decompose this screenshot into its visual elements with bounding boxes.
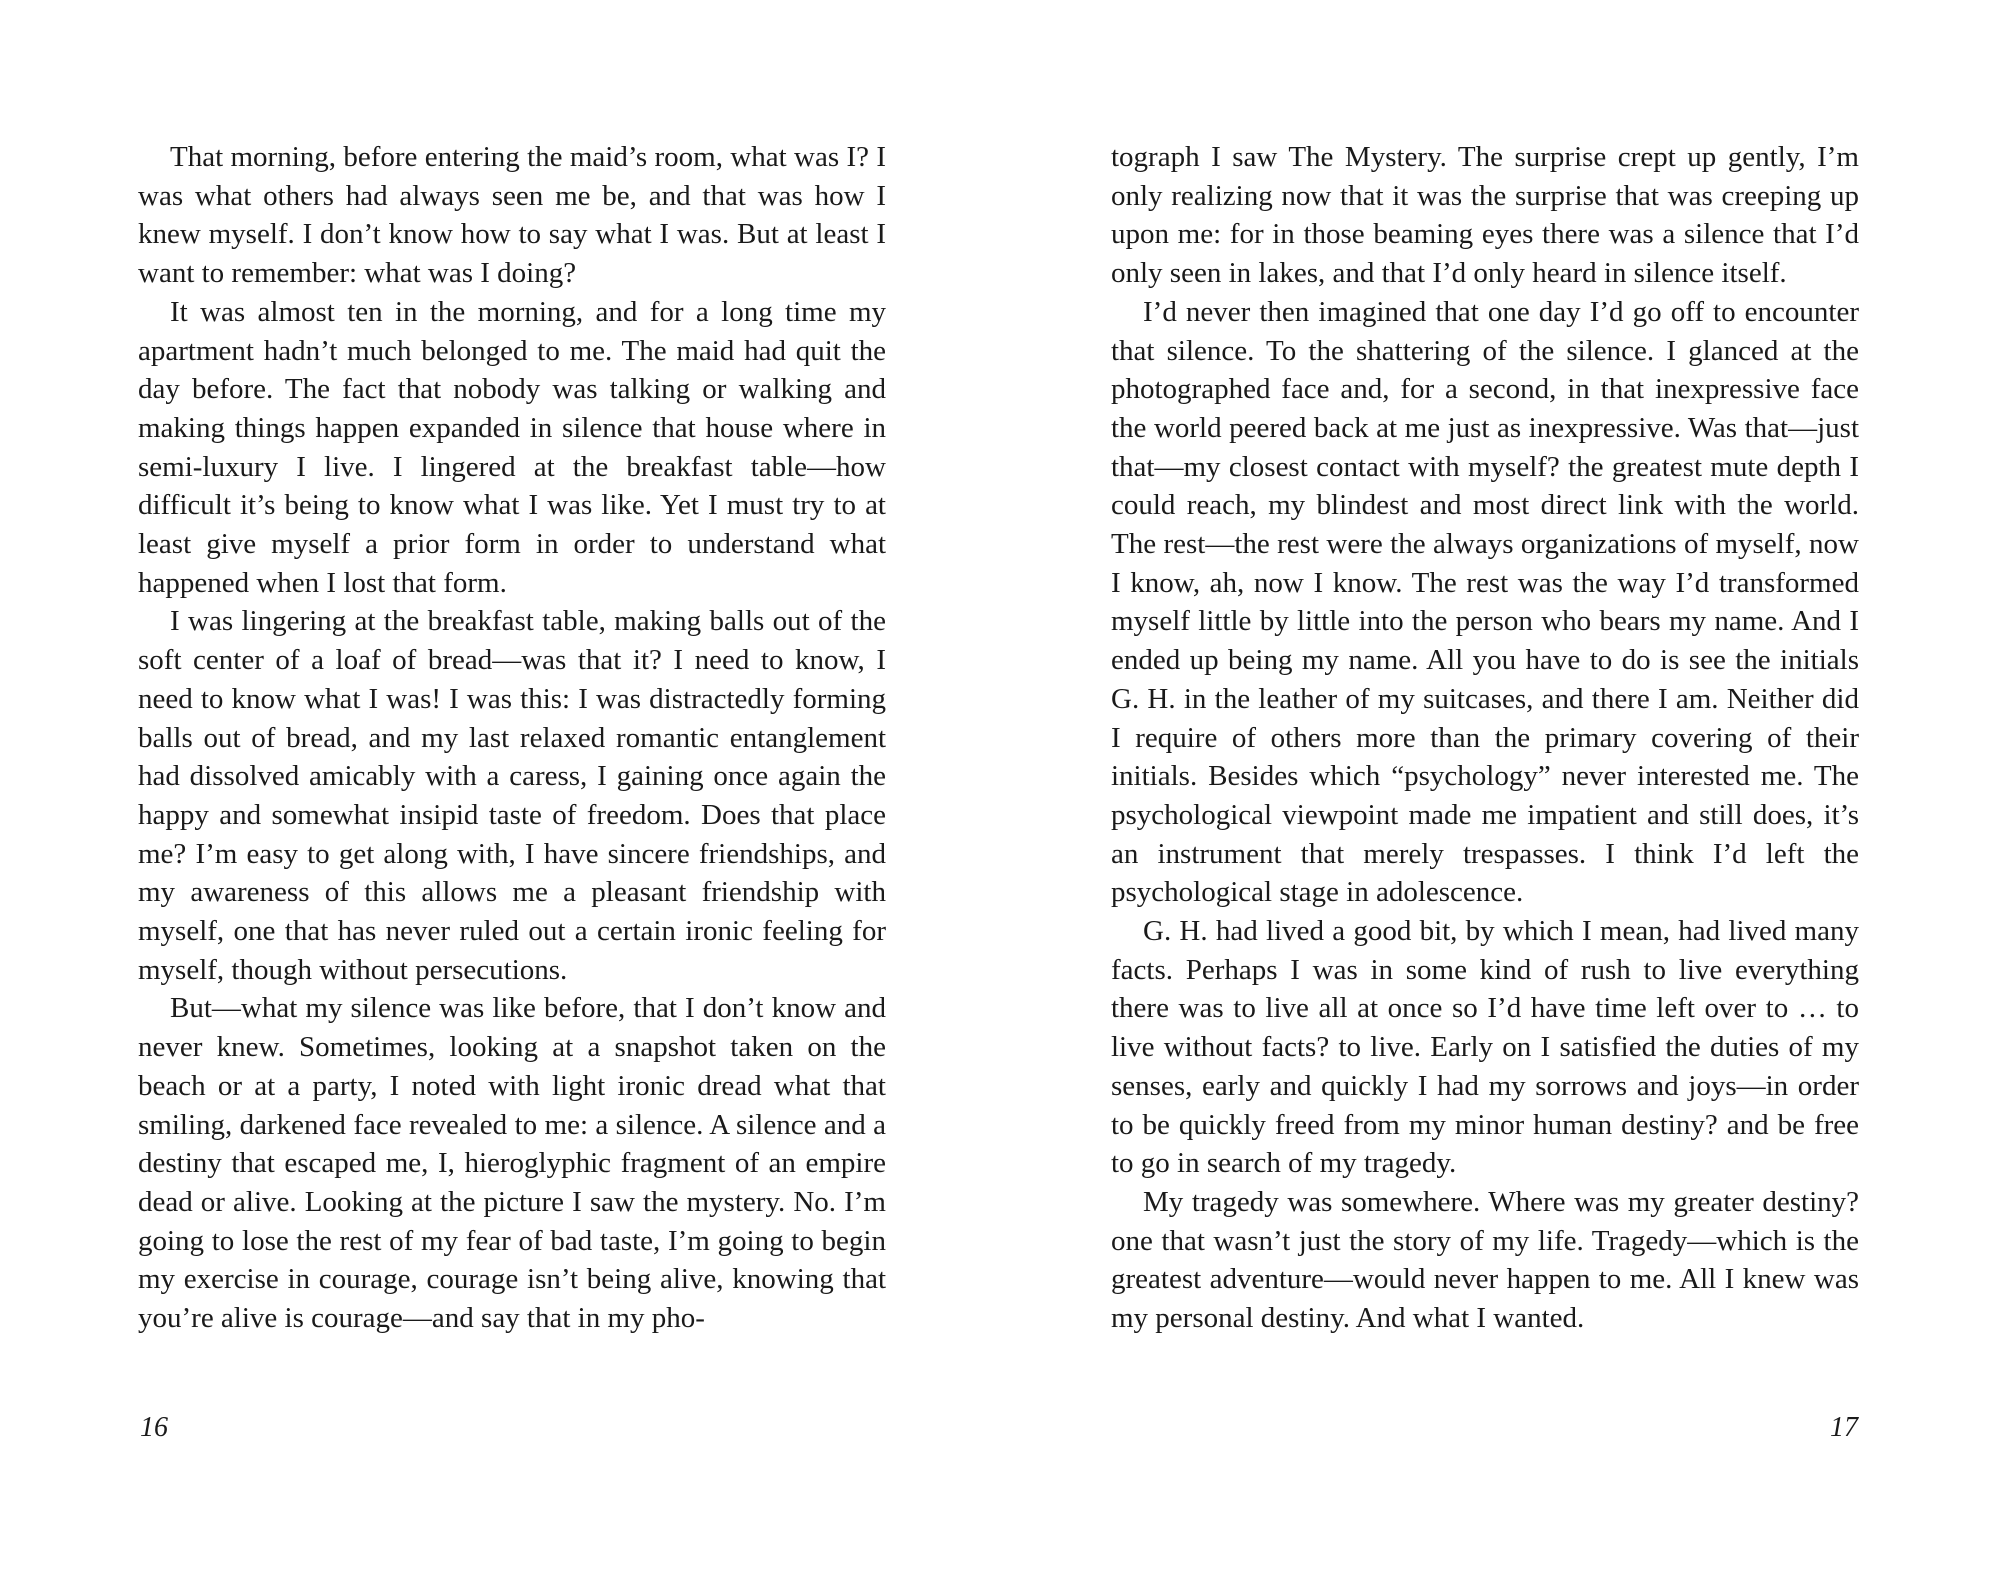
paragraph: It was almost ten in the morning, and for a long time my apartment hadn’t much belonged to me. The maid had quit the day before. The fact that nobody was talking or walking and making things happen expanded in silence that house where in semi-luxury I live. I lingered at the breakfast table—how difficult it’s being to know what I was like. Yet I must try to at least give myself a prior form in order to understand what happened when I lost that form. bbox=[138, 295, 886, 599]
paragraph: My tragedy was somewhere. Where was my greater destiny? one that wasn’t just the story of my life. Tragedy—which is the greatest adventure—would never happen to me. All I knew was my personal destiny. And what I wanted. bbox=[1111, 1185, 1859, 1335]
page-number: 16 bbox=[140, 1412, 168, 1443]
page-number: 17 bbox=[1830, 1412, 1858, 1443]
paragraph: But—what my silence was like before, that I don’t know and never knew. Sometimes, looking at a snapshot taken on the beach or at a party, I noted with light ironic dread what that smiling, darkened face revealed to me: a silence. A silence and a destiny that escaped me, I, hieroglyphic fragment of an empire dead or alive. Looking at the picture I saw the mystery. No. I’m going to lose the rest of my fear of bad taste, I’m going to begin my exercise in courage, courage isn’t being alive, knowing that you’re alive is courage—and say that in my pho- bbox=[138, 992, 886, 1335]
paragraph: That morning, before entering the maid’s room, what was I? I was what others had always seen me be, and that was how I knew myself. I don’t know how to say what I was. But at least I want to remember: what was I doing? bbox=[138, 141, 886, 290]
paragraph: G. H. had lived a good bit, by which I mean, had lived many facts. Perhaps I was in some kind of rush to live everything there was to live all at once so I’d have time left over to … to live without facts? to live. Early on I satisfied the duties of my senses, early and quickly I had my sorrows and joys—in order to be quickly freed from my minor human destiny? and be free to go in search of my tragedy. bbox=[1111, 915, 1859, 1180]
paragraph: I was lingering at the breakfast table, making balls out of the soft center of a loaf of bread—was that it? I need to know, I need to know what I was! I was this: I was distractedly forming balls out of bread, and my last relaxed romantic entanglement had dissolved amicably with a caress, I gaining once again the happy and somewhat insipid taste of freedom. Does that place me? I’m easy to get along with, I have sincere friendships, and my awareness of this allows me a pleasant friendship with myself, one that has never ruled out a certain ironic feeling for myself, though without persecutions. bbox=[138, 605, 886, 986]
paragraph: tograph I saw The Mystery. The surprise crept up gently, I’m only realizing now that it was the surprise that was creeping up upon me: for in those beaming eyes there was a silence that I’d only seen in lakes, and that I’d only heard in silence itself. bbox=[1111, 141, 1859, 290]
paragraph: I’d never then imagined that one day I’d go off to encounter that silence. To the shattering of the silence. I glanced at the photographed face and, for a second, in that inexpressive face the world peered back at me just as inexpressive. Was that—just that—my closest contact with myself? the greatest mute depth I could reach, my blindest and most direct link with the world. The rest—the rest were the always organizations of myself, now I know, ah, now I know. The rest was the way I’d transformed myself little by little into the person who bears my name. And I ended up being my name. All you have to do is see the initials G. H. in the leather of my suitcases, and there I am. Neither did I require of others more than the primary covering of their initials. Besides which “psychology” never interested me. The psychological viewpoint made me impatient and still does, it’s an instrument that merely trespasses. I think I’d left the psychological stage in adolescence. bbox=[1111, 295, 1859, 909]
right-page bbox=[1111, 138, 1859, 1338]
left-page bbox=[138, 138, 886, 1338]
